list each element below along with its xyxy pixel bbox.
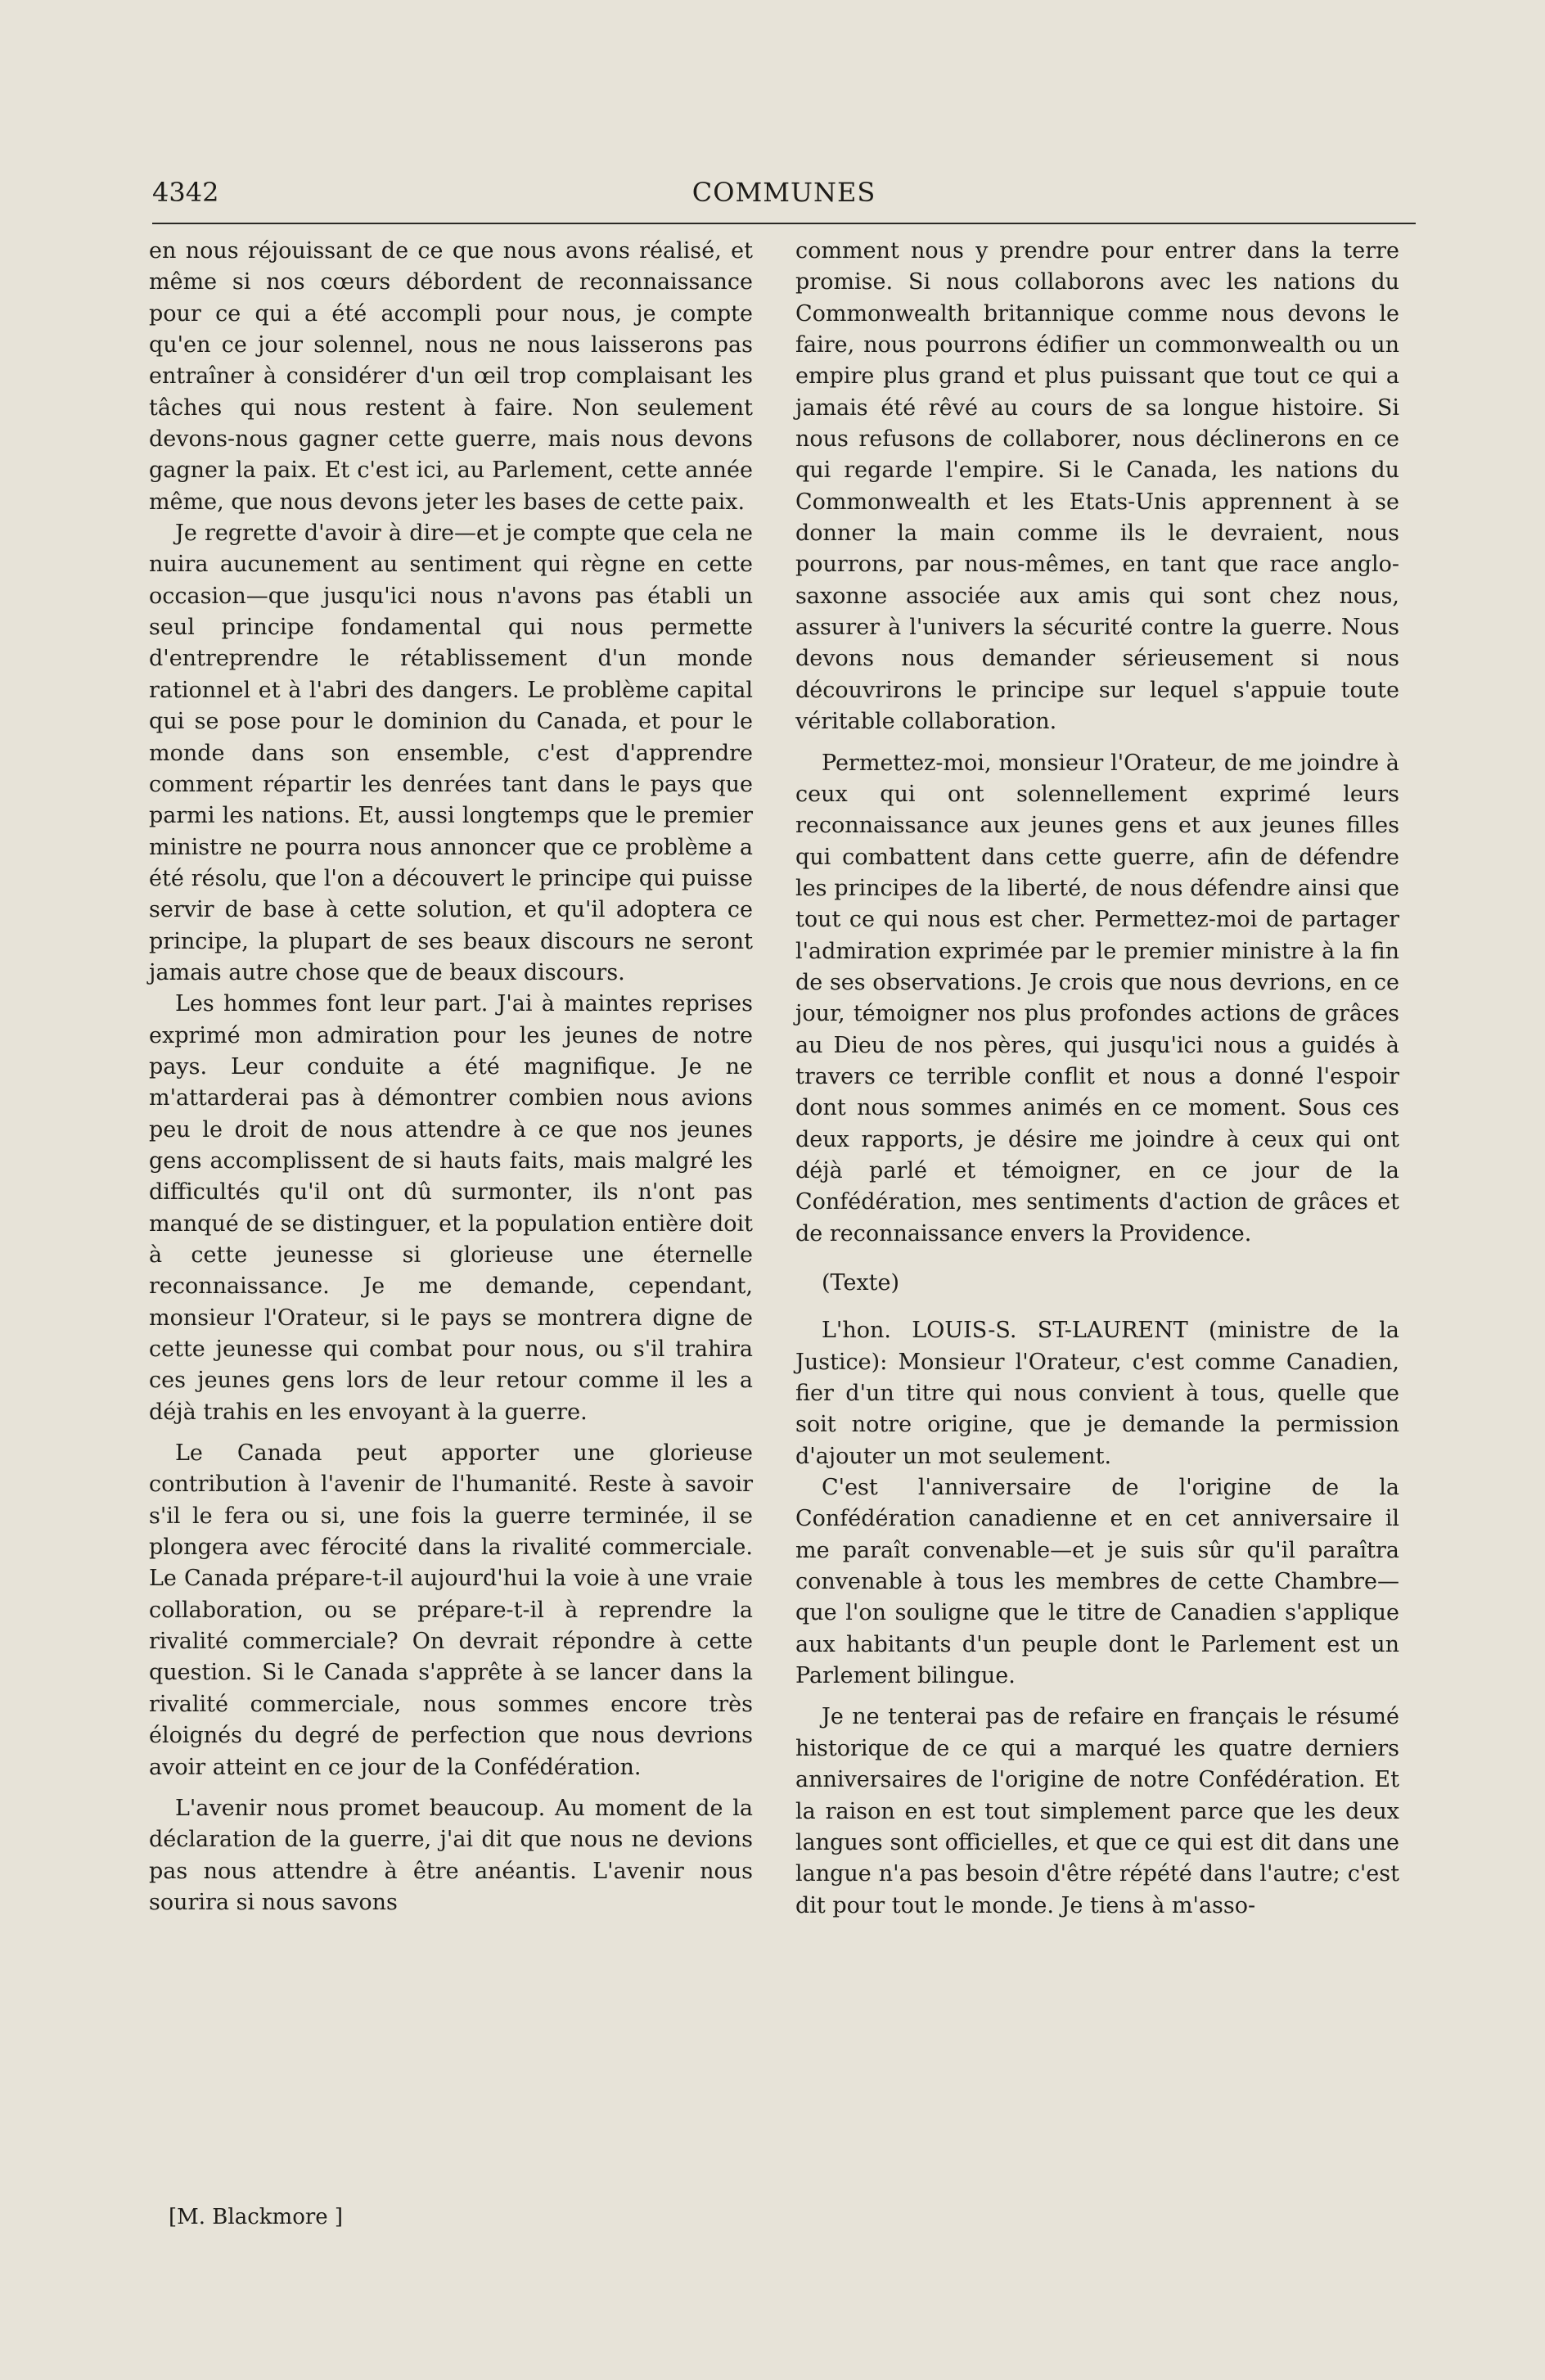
page-header — [152, 170, 1416, 221]
paragraph: Je regrette d'avoir à dire—et je compte que cela ne nuira aucunement au sentiment qui règne en cette occasion—que jusqu'ici nous n'avons pas établi un seul principe fondamental qui nous permette d'entreprendre le rétablissement d'un monde rationnel et à l'abri des dangers. Le problème capital qui se pose pour le dominion du Canada, et pour le monde dans son ensemble, c'est d'apprendre comment répartir les denrées tant dans le pays que parmi les nations. Et, aussi longtemps que le premier ministre ne pourra nous annoncer que ce problème a été résolu, que l'on a découvert le principe qui puisse servir de base à cette solution, et qu'il adoptera ce principe, la plupart de ses beaux discours ne seront jamais autre chose que de beaux discours. — [149, 521, 753, 985]
paragraph: Le Canada peut apporter une glorieuse contribution à l'avenir de l'humanité. Reste à savoir s'il le fera ou si, une fois la guerre terminée, il se plongera avec férocité dans la rivalité commerciale. Le Canada prépare-t-il aujourd'hui la voie à une vraie collaboration, ou se prépare-t-il à reprendre la rivalité commerciale? On devrait répondre à cette question. Si le Canada s'apprête à se lancer dans la rivalité commerciale, nous sommes encore très éloignés du degré de perfection que nous devrions avoir atteint en ce jour de la Confédération. — [149, 1440, 753, 1780]
paragraph: L'avenir nous promet beaucoup. Au moment de la déclaration de la guerre, j'ai dit que nous ne devions pas nous attendre à être anéantis. L'avenir nous sourira si nous savons — [149, 1795, 753, 1915]
paragraph: Permettez-moi, monsieur l'Orateur, de me joindre à ceux qui ont solennellement exprimé leurs reconnaissance aux jeunes gens et aux jeunes filles qui combattent dans cette guerre, afin de défendre les principes de la liberté, de nous défendre ainsi que tout ce qui nous est cher. Permettez-moi de partager l'admiration exprimée par le premier ministre à la fin de ses observations. Je crois que nous devrions, en ce jour, témoigner nos plus profondes actions de grâces au Dieu de nos pères, qui jusqu'ici nous a guidés à travers ce terrible conflit et nous a donné l'espoir dont nous sommes animés en ce moment. Sous ces deux rapports, je désire me joindre à ceux qui ont déjà parlé et témoigner, en ce jour de la Confédération, mes sentiments d'action de grâces et de reconnaissance envers la Providence. — [795, 750, 1399, 1246]
paragraph: comment nous y prendre pour entrer dans la terre promise. Si nous collaborons avec les nations du Commonwealth britannique comme nous devons le faire, nous pourrons édifier un commonwealth ou un empire plus grand et plus puissant que tout ce qui a jamais été rêvé au cours de sa longue histoire. Si nous refusons de collaborer, nous déclinerons en ce qui regarde l'empire. Si le Canada, les nations du Commonwealth et les Etats-Unis apprennent à se donner la main comme ils le devraient, nous pourrons, par nous-mêmes, en tant que race anglo-saxonne associée aux amis qui sont chez nous, assurer à l'univers la sécurité contre la guerre. Nous devons nous demander sérieusement si nous découvrirons le principe sur lequel s'appuie toute véritable collaboration. — [795, 238, 1399, 735]
page-number: 4342 — [152, 177, 219, 208]
right-column — [795, 236, 1399, 1922]
left-column — [149, 236, 753, 1918]
header-rule — [152, 223, 1416, 224]
section-label: (Texte) — [822, 1270, 900, 1296]
paragraph: L'hon. LOUIS-S. ST-LAURENT (ministre de la Justice): Monsieur l'Orateur, c'est comme Canadien, fier d'un titre qui nous convient à tous, quelle que soit notre origine, que je demande la permission d'ajouter un mot seulement. — [795, 1318, 1399, 1469]
paragraph: en nous réjouissant de ce que nous avons réalisé, et même si nos cœurs débordent de reconnaissance pour ce qui a été accompli pour nous, je compte qu'en ce jour solennel, nous ne nous laisserons pas entraîner à considérer d'un œil trop complaisant les tâches qui nous restent à faire. Non seulement devons-nous gagner cette guerre, mais nous devons gagner la paix. Et c'est ici, au Parlement, cette année même, que nous devons jeter les bases de cette paix. — [149, 238, 753, 515]
footer-speaker-note: [M. Blackmore ] — [169, 2205, 344, 2229]
running-head: COMMUNES — [691, 177, 876, 208]
paragraph: Les hommes font leur part. J'ai à maintes reprises exprimé mon admiration pour les jeunes de notre pays. Leur conduite a été magnifique. Je ne m'attarderai pas à démontrer combien nous avions peu le droit de nous attendre à ce que nos jeunes gens accomplissent de si hauts faits, mais malgré les difficultés qu'il ont dû surmonter, ils n'ont pas manqué de se distinguer, et la population entière doit à cette jeunesse si glorieuse une éternelle reconnaissance. Je me demande, cependant, monsieur l'Orateur, si le pays se montrera digne de cette jeunesse qui combat pour nous, ou s'il trahira ces jeunes gens lors de leur retour comme il les a déjà trahis en les envoyant à la guerre. — [149, 991, 753, 1425]
paragraph: C'est l'anniversaire de l'origine de la Confédération canadienne et en cet anniversaire il me paraît convenable—et je suis sûr qu'il paraîtra convenable à tous les membres de cette Chambre—que l'on souligne que le titre de Canadien s'applique aux habitants d'un peuple dont le Parlement est un Parlement bilingue. — [795, 1475, 1399, 1689]
paragraph: Je ne tenterai pas de refaire en français le résumé historique de ce qui a marqué les quatre derniers anniversaires de l'origine de notre Confédération. Et la raison en est tout simplement parce que les deux langues sont officielles, et que ce qui est dit dans une langue n'a pas besoin d'être répété dans l'autre; c'est dit pour tout le monde. Je tiens à m'asso- — [795, 1704, 1399, 1918]
